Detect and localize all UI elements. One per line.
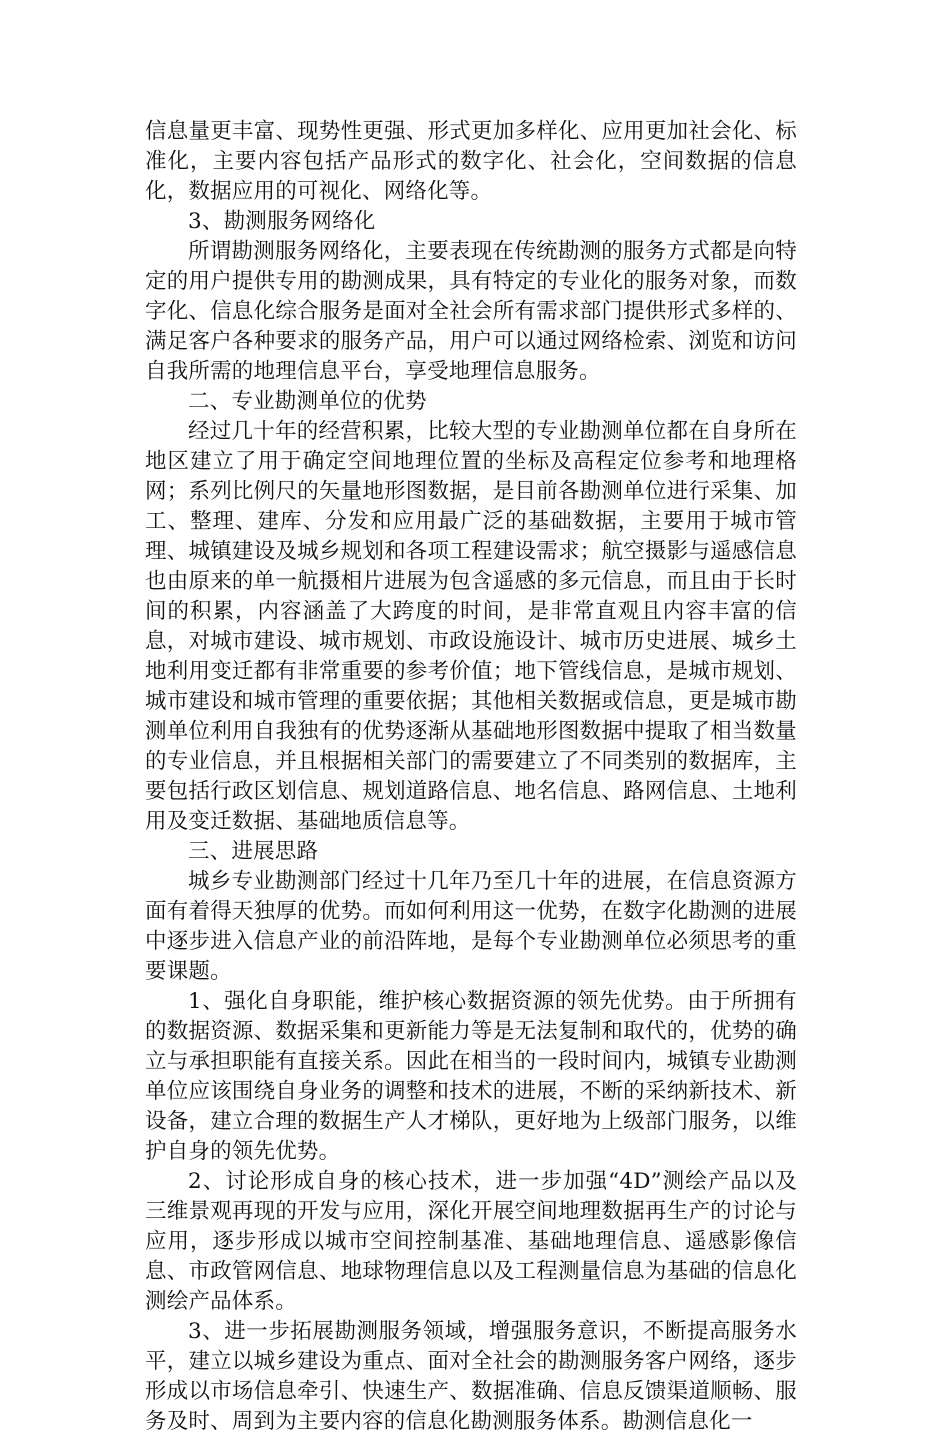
paragraph: 2、讨论形成自身的核心技术，进一步加强“4D”测绘产品以及三维景观再现的开发与应用，深化开展空间地理数据再生产的讨论与应用，逐步形成以城市空间控制基准、基础地理信息、遥感影像信息、市政管网信息、地球物理信息以及工程测量信息为基础的信息化测绘产品体系。 bbox=[145, 1169, 797, 1314]
section-heading: 三、进展思路 bbox=[188, 839, 319, 864]
section-heading: 3、勘测服务网络化 bbox=[188, 209, 376, 234]
section-heading: 二、专业勘测单位的优势 bbox=[188, 389, 427, 414]
paragraph: 经过几十年的经营积累，比较大型的专业勘测单位都在自身所在地区建立了用于确定空间地理位置的坐标及高程定位参考和地理格网；系列比例尺的矢量地形图数据，是目前各勘测单位进行采集、加工、整理、建库、分发和应用最广泛的基础数据，主要用于城市管理、城镇建设及城乡规划和各项工程建设需求；航空摄影与遥感信息也由原来的单一航摄相片进展为包含遥感的多元信息，而且由于长时间的积累，内容涵盖了大跨度的时间，是非常直观且内容丰富的信息，对城市建设、城市规划、市政设施设计、城市历史进展、城乡土地利用变迁都有非常重要的参考价值；地下管线信息，是城市规划、城市建设和城市管理的重要依据；其他相关数据或信息，更是城市勘测单位利用自我独有的优势逐渐从基础地形图数据中提取了相当数量的专业信息，并且根据相关部门的需要建立了不同类别的数据库，主要包括行政区划信息、规划道路信息、地名信息、路网信息、土地利用及变迁数据、基础地质信息等。 bbox=[145, 419, 797, 834]
document-body bbox=[145, 117, 797, 1437]
paragraph: 1、强化自身职能，维护核心数据资源的领先优势。由于所拥有的数据资源、数据采集和更新能力等是无法复制和取代的，优势的确立与承担职能有直接关系。因此在相当的一段时间内，城镇专业勘测单位应该围绕自身业务的调整和技术的进展，不断的采纳新技术、新设备，建立合理的数据生产人才梯队，更好地为上级部门服务，以维护自身的领先优势。 bbox=[145, 989, 797, 1164]
paragraph: 信息量更丰富、现势性更强、形式更加多样化、应用更加社会化、标准化，主要内容包括产品形式的数字化、社会化，空间数据的信息化，数据应用的可视化、网络化等。 bbox=[145, 119, 797, 204]
paragraph: 城乡专业勘测部门经过十几年乃至几十年的进展，在信息资源方面有着得天独厚的优势。而如何利用这一优势，在数字化勘测的进展中逐步进入信息产业的前沿阵地，是每个专业勘测单位必须思考的重要课题。 bbox=[145, 869, 797, 984]
paragraph: 所谓勘测服务网络化，主要表现在传统勘测的服务方式都是向特定的用户提供专用的勘测成果，具有特定的专业化的服务对象，而数字化、信息化综合服务是面对全社会所有需求部门提供形式多样的、满足客户各种要求的服务产品，用户可以通过网络检索、浏览和访问自我所需的地理信息平台，享受地理信息服务。 bbox=[145, 239, 797, 384]
paragraph: 3、进一步拓展勘测服务领域，增强服务意识，不断提高服务水平，建立以城乡建设为重点、面对全社会的勘测服务客户网络，逐步形成以市场信息牵引、快速生产、数据准确、信息反馈渠道顺畅、服务及时、周到为主要内容的信息化勘测服务体系。勘测信息化一 bbox=[145, 1319, 797, 1434]
